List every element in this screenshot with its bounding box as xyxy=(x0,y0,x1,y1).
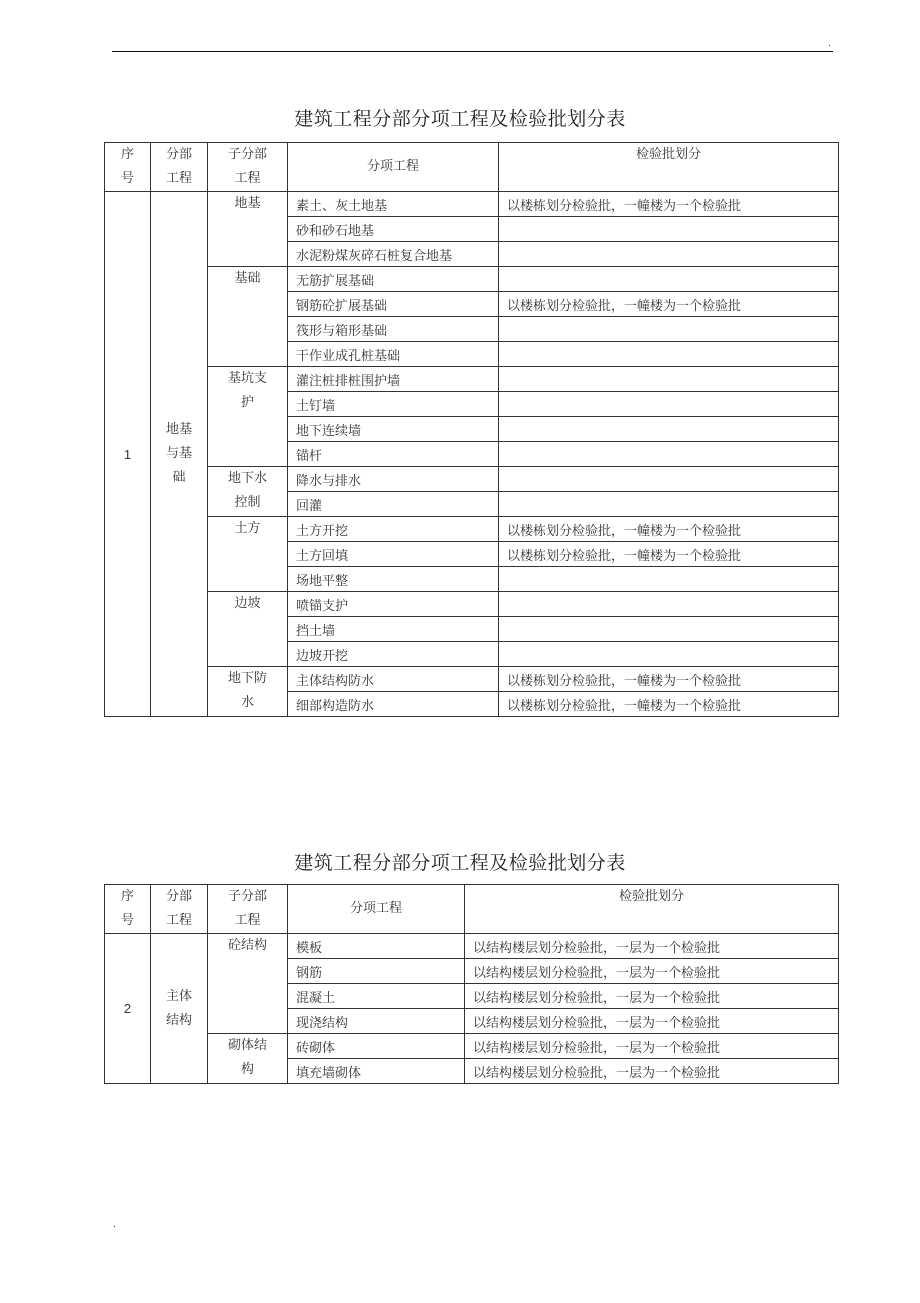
subdivision-line: 砌体结 xyxy=(227,1038,267,1053)
subdivision-cell xyxy=(208,934,288,1034)
table-row xyxy=(105,1034,839,1059)
subdivision-line: 砼结构 xyxy=(227,938,267,953)
item-cell: 土方开挖 xyxy=(288,517,499,542)
batch-cell xyxy=(499,467,839,492)
batch-cell xyxy=(499,392,839,417)
item-cell: 模板 xyxy=(288,934,465,959)
header-division-line1: 分部 xyxy=(165,889,192,904)
table-row xyxy=(105,934,839,959)
header-subdivision-line1: 子分部 xyxy=(227,889,267,904)
batch-cell: 以结构楼层划分检验批，一层为一个检验批 xyxy=(465,1009,839,1034)
seq-cell: 1 xyxy=(105,192,151,717)
subdivision-line: 水 xyxy=(240,695,254,710)
batch-cell: 以楼栋划分检验批，一幢楼为一个检验批 xyxy=(499,667,839,692)
subdivision-line: 地下水 xyxy=(227,471,267,486)
batch-cell xyxy=(499,267,839,292)
header-subdivision xyxy=(208,885,288,934)
header-seq xyxy=(105,143,151,192)
batch-cell xyxy=(499,217,839,242)
header-seq-line2: 号 xyxy=(120,913,134,928)
item-cell: 土钉墙 xyxy=(288,392,499,417)
subdivision-cell xyxy=(208,192,288,267)
subdivision-cell xyxy=(208,367,288,467)
item-cell: 灌注桩排桩围护墙 xyxy=(288,367,499,392)
table-1-title: 建筑工程分部分项工程及检验批划分表 xyxy=(294,108,626,130)
header-division-line1: 分部 xyxy=(165,147,192,162)
item-cell: 回灌 xyxy=(288,492,499,517)
table-row xyxy=(105,467,839,492)
header-item: 分项工程 xyxy=(288,143,499,192)
table-1 xyxy=(104,142,839,717)
batch-cell xyxy=(499,342,839,367)
batch-cell xyxy=(499,417,839,442)
item-cell: 土方回填 xyxy=(288,542,499,567)
header-batch: 检验批划分 xyxy=(465,885,839,934)
subdivision-line: 边坡 xyxy=(234,596,261,611)
batch-cell: 以楼栋划分检验批，一幢楼为一个检验批 xyxy=(499,192,839,217)
batch-cell xyxy=(499,492,839,517)
item-cell: 挡土墙 xyxy=(288,617,499,642)
table-2-title: 建筑工程分部分项工程及检验批划分表 xyxy=(294,852,626,874)
division-line: 地基 xyxy=(165,422,192,437)
batch-cell: 以结构楼层划分检验批，一层为一个检验批 xyxy=(465,984,839,1009)
item-cell: 细部构造防水 xyxy=(288,692,499,717)
batch-cell xyxy=(499,642,839,667)
item-cell: 筏形与箱形基础 xyxy=(288,317,499,342)
division-line: 主体 xyxy=(165,988,192,1004)
batch-cell: 以楼栋划分检验批，一幢楼为一个检验批 xyxy=(499,292,839,317)
subdivision-line: 护 xyxy=(240,395,254,410)
subdivision-cell xyxy=(208,592,288,667)
header-subdivision-line2: 工程 xyxy=(234,913,261,928)
table-row xyxy=(105,192,839,217)
subdivision-cell xyxy=(208,667,288,717)
page-footer-dot: . xyxy=(113,1220,116,1230)
item-cell: 现浇结构 xyxy=(288,1009,465,1034)
table-row xyxy=(105,592,839,617)
header-seq-line1: 序 xyxy=(120,147,134,162)
table-2 xyxy=(104,884,839,1084)
batch-cell: 以楼栋划分检验批，一幢楼为一个检验批 xyxy=(499,517,839,542)
header-seq-line2: 号 xyxy=(120,171,134,186)
division-line: 结构 xyxy=(165,1012,192,1028)
header-seq-line1: 序 xyxy=(120,889,134,904)
item-cell: 砂和砂石地基 xyxy=(288,217,499,242)
batch-cell xyxy=(499,367,839,392)
item-cell: 钢筋砼扩展基础 xyxy=(288,292,499,317)
item-cell: 填充墙砌体 xyxy=(288,1059,465,1084)
division-cell xyxy=(151,192,208,717)
item-cell: 无筋扩展基础 xyxy=(288,267,499,292)
batch-cell xyxy=(499,617,839,642)
item-cell: 锚杆 xyxy=(288,442,499,467)
item-cell: 场地平整 xyxy=(288,567,499,592)
table-row xyxy=(105,517,839,542)
table-row xyxy=(105,267,839,292)
header-division xyxy=(151,143,208,192)
header-seq xyxy=(105,885,151,934)
header-subdivision-line1: 子分部 xyxy=(227,147,267,162)
subdivision-line: 土方 xyxy=(234,521,261,536)
item-cell: 边坡开挖 xyxy=(288,642,499,667)
table-row xyxy=(105,367,839,392)
header-subdivision-line2: 工程 xyxy=(234,171,261,186)
header-division-line2: 工程 xyxy=(165,171,192,186)
subdivision-line: 基坑支 xyxy=(227,371,267,386)
page-header-dot: . xyxy=(828,39,831,49)
batch-cell: 以结构楼层划分检验批，一层为一个检验批 xyxy=(465,1034,839,1059)
batch-cell: 以楼栋划分检验批，一幢楼为一个检验批 xyxy=(499,542,839,567)
item-cell: 砖砌体 xyxy=(288,1034,465,1059)
subdivision-cell xyxy=(208,267,288,367)
division-line: 础 xyxy=(172,470,186,485)
batch-cell xyxy=(499,242,839,267)
header-batch: 检验批划分 xyxy=(499,143,839,192)
subdivision-line: 构 xyxy=(240,1062,254,1077)
subdivision-cell xyxy=(208,467,288,517)
item-cell: 素土、灰土地基 xyxy=(288,192,499,217)
batch-cell: 以楼栋划分检验批，一幢楼为一个检验批 xyxy=(499,692,839,717)
subdivision-line: 地下防 xyxy=(227,671,267,686)
division-line: 与基 xyxy=(165,446,192,461)
page-header-rule xyxy=(112,51,833,52)
batch-cell xyxy=(499,317,839,342)
item-cell: 主体结构防水 xyxy=(288,667,499,692)
item-cell: 水泥粉煤灰碎石桩复合地基 xyxy=(288,242,499,267)
header-division xyxy=(151,885,208,934)
batch-cell xyxy=(499,442,839,467)
batch-cell xyxy=(499,592,839,617)
item-cell: 钢筋 xyxy=(288,959,465,984)
subdivision-cell xyxy=(208,517,288,592)
subdivision-line: 地基 xyxy=(234,196,261,211)
seq-cell: 2 xyxy=(105,934,151,1084)
table-row xyxy=(105,667,839,692)
item-cell: 地下连续墙 xyxy=(288,417,499,442)
header-subdivision xyxy=(208,143,288,192)
batch-cell: 以结构楼层划分检验批，一层为一个检验批 xyxy=(465,959,839,984)
batch-cell: 以结构楼层划分检验批，一层为一个检验批 xyxy=(465,934,839,959)
item-cell: 喷锚支护 xyxy=(288,592,499,617)
subdivision-line: 控制 xyxy=(234,495,261,510)
subdivision-line: 基础 xyxy=(234,271,261,286)
subdivision-cell xyxy=(208,1034,288,1084)
header-item: 分项工程 xyxy=(288,885,465,934)
division-cell xyxy=(151,934,208,1084)
batch-cell xyxy=(499,567,839,592)
header-division-line2: 工程 xyxy=(165,913,192,928)
batch-cell: 以结构楼层划分检验批，一层为一个检验批 xyxy=(465,1059,839,1084)
item-cell: 干作业成孔桩基础 xyxy=(288,342,499,367)
item-cell: 混凝土 xyxy=(288,984,465,1009)
item-cell: 降水与排水 xyxy=(288,467,499,492)
